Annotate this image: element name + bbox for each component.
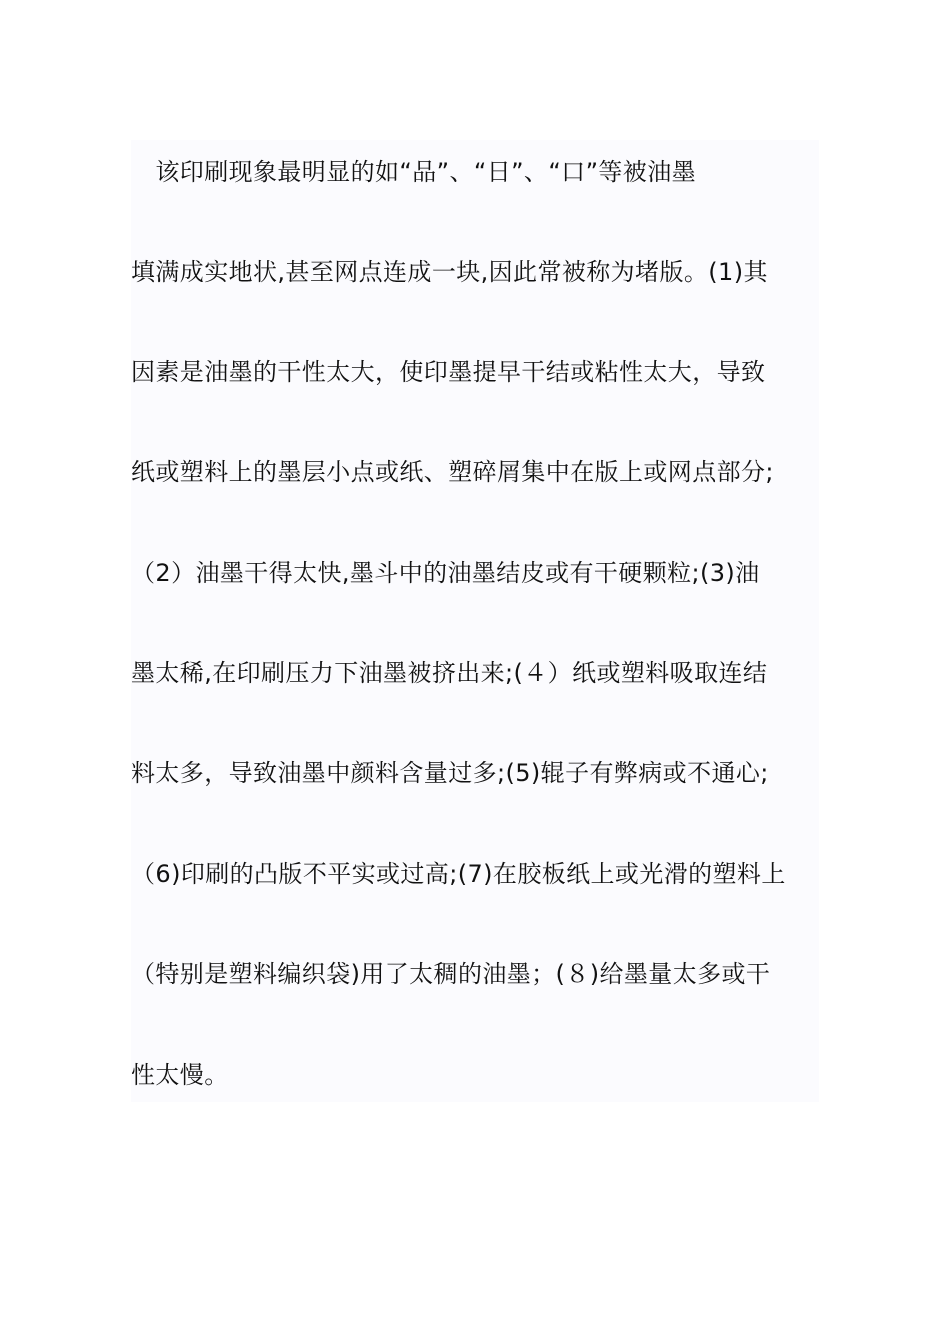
paragraph-line-2: 填满成实地状,甚至网点连成一块,因此常被称为堵版。(1)其: [131, 258, 768, 286]
paragraph-line-7: 料太多，导致油墨中颜料含量过多;(5)辊子有弊病或不通心;: [131, 759, 769, 787]
paragraph-line-5: （2）油墨干得太快,墨斗中的油墨结皮或有干硬颗粒;(3)油: [131, 559, 760, 587]
paragraph-line-4: 纸或塑料上的墨层小点或纸、塑碎屑集中在版上或网点部分;: [131, 458, 774, 486]
paragraph-line-6: 墨太稀,在印刷压力下油墨被挤出来;(４）纸或塑料吸取连结: [131, 659, 768, 687]
paragraph-line-10: 性太慢。: [131, 1061, 229, 1089]
paragraph-line-8: （6)印刷的凸版不平实或过高;(7)在胶板纸上或光滑的塑料上: [131, 860, 786, 888]
paragraph: [131, 140, 819, 1102]
paragraph-line-1: 该印刷现象最明显的如“品”、“日”、“口”等被油墨: [131, 158, 696, 186]
paragraph-line-9: （特别是塑料编织袋)用了太稠的油墨；(８)给墨量太多或干: [131, 960, 771, 988]
paragraph-line-3: 因素是油墨的干性太大，使印墨提早干结或粘性太大，导致: [131, 358, 766, 386]
